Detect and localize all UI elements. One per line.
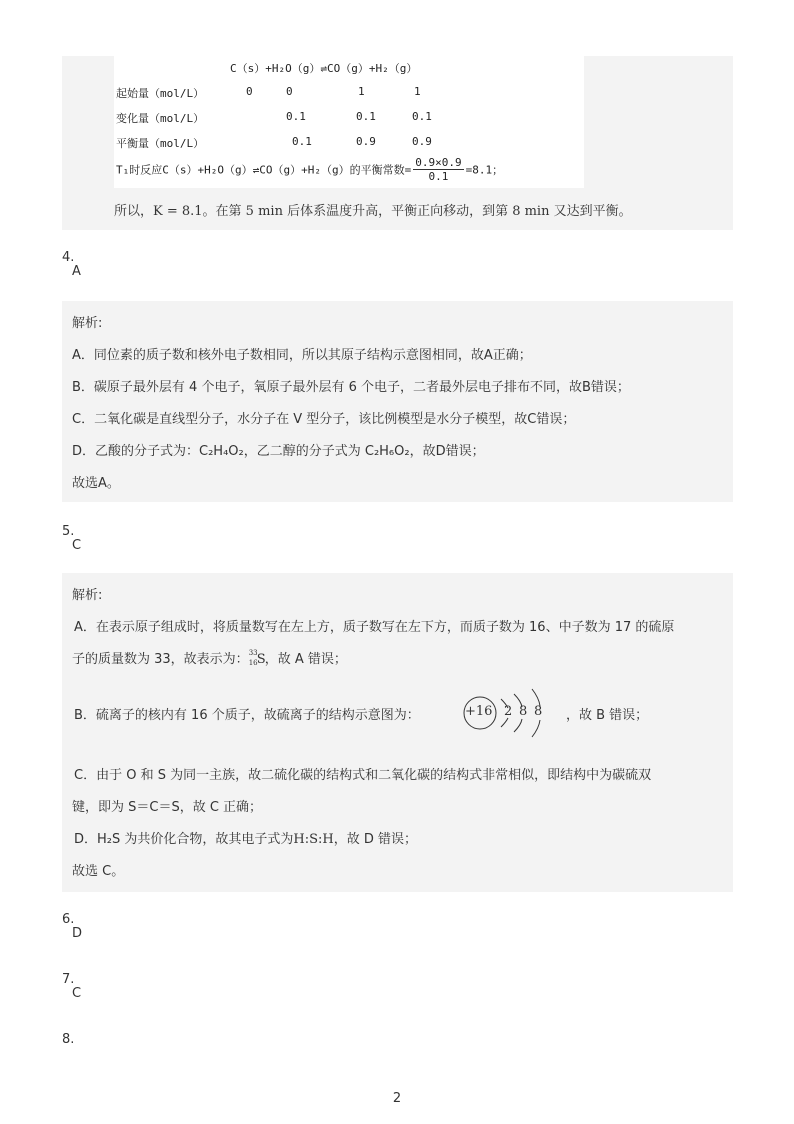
shell-electrons-2: 8	[519, 704, 528, 719]
table-row-initial-c4: 1	[414, 85, 421, 98]
q5-analysis-label: 解析:	[72, 588, 103, 603]
isotope-atomic-number: 16	[248, 659, 258, 667]
table-row-equilibrium-c3: 0.9	[356, 135, 376, 148]
table-row-equilibrium-c2: 0.1	[292, 135, 312, 148]
table-row-change-c2: 0.1	[286, 110, 306, 123]
q5-analysis-c-line1: C．由于 O 和 S 为同一主族，故二硫化碳的结构式和二氧化碳的结构式非常相似，即结构中为碳硫双	[74, 768, 652, 783]
k-numerator: 0.9×0.9	[415, 156, 462, 169]
q5-analysis-a-line2	[72, 648, 347, 667]
equilibrium-table-image	[114, 56, 584, 188]
q4-number: 4.	[62, 250, 75, 265]
q6-number: 6.	[62, 912, 75, 927]
q5-analysis-d	[74, 828, 417, 847]
shell-electrons-3: 8	[534, 704, 543, 719]
q7-number: 7.	[62, 972, 75, 987]
reaction-equation: C（s）+H₂O（g）⇌CO（g）+H₂（g）	[230, 62, 418, 75]
q5-number: 5.	[62, 524, 75, 539]
q3-conclusion: 所以，K = 8.1。在第 5 min 后体系温度升高，平衡正向移动，到第 8 min 又达到平衡。	[114, 204, 632, 219]
table-row-equilibrium-label: 平衡量（mol/L）	[116, 137, 205, 150]
a-line2-pre: 子的质量数为 33，故表示为：	[72, 652, 249, 667]
table-row-change-c4: 0.1	[412, 110, 432, 123]
page-number: 2	[392, 1091, 402, 1106]
isotope-notation	[248, 649, 266, 667]
table-row-initial-c1: 0	[246, 85, 253, 98]
table-row-initial-c2: 0	[286, 85, 293, 98]
q7-answer: C	[72, 986, 82, 1001]
q5-analysis-c-line2: 键，即为 S＝C＝S，故 C 正确；	[72, 800, 263, 815]
q5-analysis-b: B．硫离子的核内有 16 个质子，故硫离子的结构示意图为：	[74, 708, 420, 723]
k-suffix: =8.1；	[465, 163, 504, 177]
q4-analysis-line-c: C．二氧化碳是直线型分子，水分子在 V 型分子，该比例模型是水分子模型，故C错误；	[72, 412, 576, 427]
isotope-symbol: S	[256, 652, 266, 667]
q4-analysis-label: 解析:	[72, 316, 103, 331]
table-row-change-label: 变化量（mol/L）	[116, 112, 205, 125]
q4-analysis-conclusion: 故选A。	[72, 476, 120, 491]
q5-analysis-a-line1: A．在表示原子组成时，将质量数写在左上方，质子数写在左下方，而质子数为 16、中子数为 17 的硫原	[74, 620, 675, 635]
shell-arc-3-bottom	[532, 720, 540, 737]
nucleus-charge: +16	[465, 704, 493, 719]
shell-arc-2-bottom	[514, 719, 522, 732]
k-denominator: 0.1	[428, 170, 449, 183]
k-prefix: T₁时反应C（s）+H₂O（g）⇌CO（g）+H₂（g）的平衡常数=	[116, 163, 412, 177]
k-fraction	[413, 156, 463, 183]
table-row-initial-label: 起始量（mol/L）	[116, 87, 205, 100]
sulfide-ion-diagram	[460, 685, 550, 741]
d-pre: D．H₂S 为共价化合物，故其电子式为	[74, 832, 294, 847]
q4-analysis-line-a: A．同位素的质子数和核外电子数相同，所以其原子结构示意图相同，故A正确；	[72, 348, 532, 363]
isotope-mass: 33	[248, 649, 258, 657]
q5-answer: C	[72, 538, 82, 553]
q4-analysis-line-d: D．乙酸的分子式为：C₂H₄O₂，乙二醇的分子式为 C₂H₆O₂，故D错误；	[72, 444, 485, 459]
shell-electrons-1: 2	[504, 704, 513, 719]
d-post: ，故 D 错误；	[333, 832, 418, 847]
table-row-initial-c3: 1	[358, 85, 365, 98]
h2s-electron-formula: H:S:H	[293, 832, 334, 847]
table-row-equilibrium-c4: 0.9	[412, 135, 432, 148]
q4-analysis-panel	[62, 301, 733, 502]
q6-answer: D	[72, 926, 83, 941]
q4-analysis-line-b: B．碳原子最外层有 4 个电子，氧原子最外层有 6 个电子，二者最外层电子排布不同，故B错误；	[72, 380, 630, 395]
a-line2-post: ，故 A 错误；	[264, 652, 347, 667]
q5-analysis-panel	[62, 573, 733, 892]
shell-arc-1-bottom	[501, 718, 508, 727]
q5-analysis-conclusion: 故选 C。	[72, 864, 125, 879]
q4-answer: A	[72, 264, 81, 279]
table-row-change-c3: 0.1	[356, 110, 376, 123]
q8-number: 8.	[62, 1032, 75, 1047]
equilibrium-constant-line	[116, 156, 503, 183]
q5-analysis-b-post: ，故 B 错误；	[566, 708, 649, 723]
